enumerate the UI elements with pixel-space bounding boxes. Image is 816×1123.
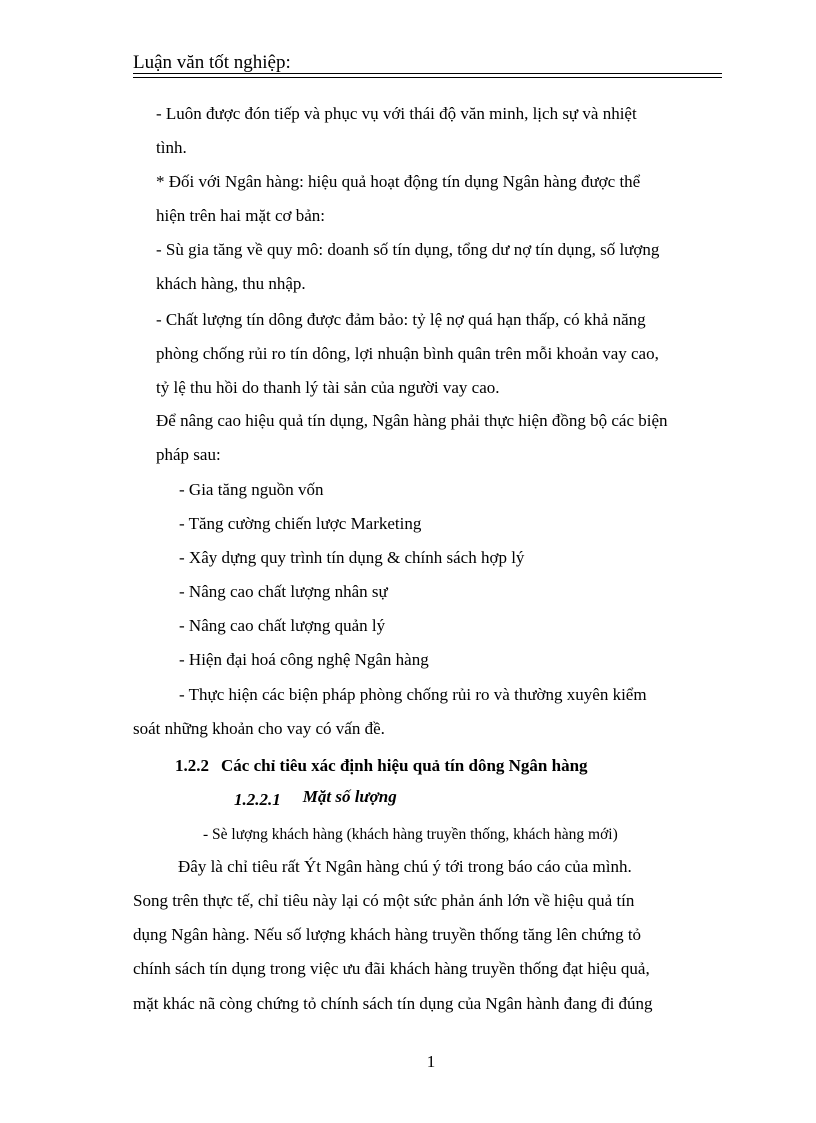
subsection-number: 1.2.2.1 xyxy=(234,790,281,809)
text-line: dụng Ngân hàng. Nếu số lượng khách hàng truyền thống tăng lên chứng tỏ xyxy=(133,925,642,944)
text-line: - Sè lượng khách hàng (khách hàng truyền thống, khách hàng mới) xyxy=(203,826,618,843)
text-line: Để nâng cao hiệu quả tín dụng, Ngân hàng phải thực hiện đồng bộ các biện xyxy=(156,411,668,430)
text-line: chính sách tín dụng trong việc ưu đãi khách hàng truyền thống đạt hiệu quả, xyxy=(133,959,650,978)
text-line: - Sù gia tăng về quy mô: doanh số tín dụng, tổng dư nợ tín dụng, số lượng xyxy=(156,240,660,259)
text-line: Đây là chỉ tiêu rất Ýt Ngân hàng chú ý tới trong báo cáo của mình. xyxy=(178,857,632,876)
text-line: mặt khác nã còng chứng tỏ chính sách tín dụng của Ngân hành đang đi đúng xyxy=(133,994,653,1013)
list-item: - Nâng cao chất lượng quản lý xyxy=(179,616,386,635)
header-title: Luận văn tốt nghiệp: xyxy=(133,52,291,73)
header-rule-thick xyxy=(133,73,722,74)
text-line: - Luôn được đón tiếp và phục vụ với thái độ văn minh, lịch sự và nhiệt xyxy=(156,104,637,123)
page-number: 1 xyxy=(426,1052,436,1071)
text-line: pháp sau: xyxy=(156,445,221,464)
text-line: - Chất lượng tín dông được đảm bảo: tỷ lệ nợ quá hạn thấp, có khả năng xyxy=(156,310,646,329)
section-number: 1.2.2 xyxy=(175,756,209,775)
text-line: tình. xyxy=(156,138,187,157)
list-item: - Tăng cường chiến lược Marketing xyxy=(179,514,422,533)
subsection-title: Mặt số lượng xyxy=(302,787,397,806)
text-line: * Đối với Ngân hàng: hiệu quả hoạt động tín dụng Ngân hàng được thể xyxy=(156,172,641,191)
list-item: - Hiện đại hoá công nghệ Ngân hàng xyxy=(179,650,429,669)
text-line: soát những khoản cho vay có vấn đề. xyxy=(133,719,385,738)
list-item: - Xây dựng quy trình tín dụng & chính sách hợp lý xyxy=(179,548,525,567)
text-line: khách hàng, thu nhập. xyxy=(156,274,306,293)
section-title: Các chỉ tiêu xác định hiệu quả tín dông Ngân hàng xyxy=(221,756,588,775)
header-rule-thin xyxy=(133,77,722,78)
text-line: phòng chống rủi ro tín dông, lợi nhuận bình quân trên mỗi khoản vay cao, xyxy=(156,344,659,363)
text-line: Song trên thực tế, chỉ tiêu này lại có một sức phản ánh lớn về hiệu quả tín xyxy=(133,891,635,910)
text-line: tỷ lệ thu hồi do thanh lý tài sản của người vay cao. xyxy=(156,378,500,397)
list-item: - Nâng cao chất lượng nhân sự xyxy=(179,582,388,601)
section-heading xyxy=(175,755,588,777)
list-item: - Thực hiện các biện pháp phòng chống rủi ro và thường xuyên kiểm xyxy=(179,685,647,704)
list-item: - Gia tăng nguồn vốn xyxy=(179,480,324,499)
subsection-heading xyxy=(234,789,397,811)
text-line: hiện trên hai mặt cơ bản: xyxy=(156,206,326,225)
